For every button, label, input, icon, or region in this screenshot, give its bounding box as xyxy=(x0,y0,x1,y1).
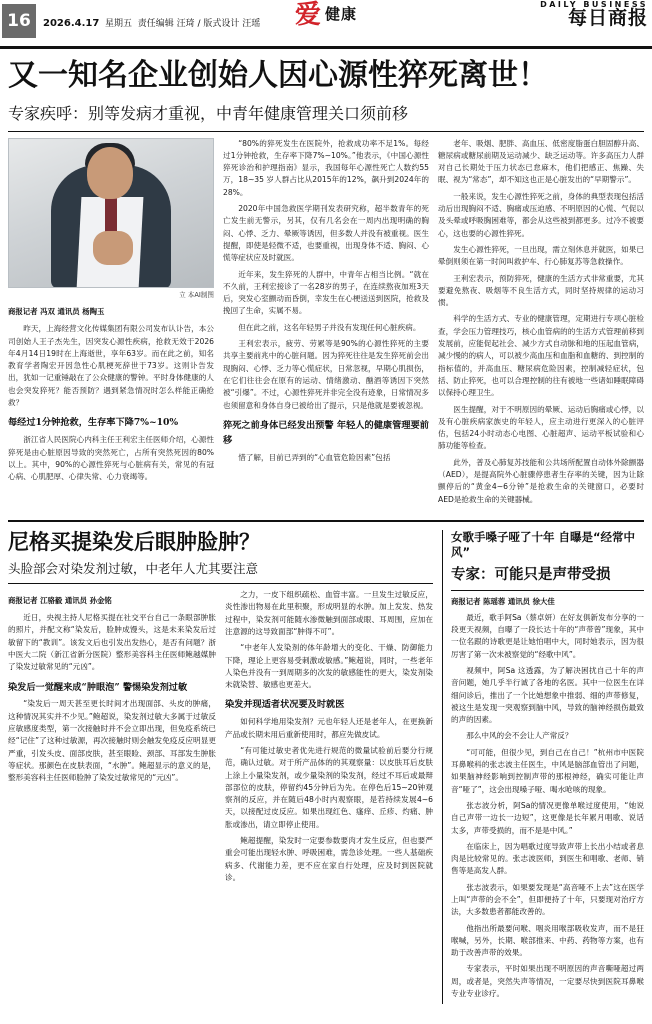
story3-headline: 女歌手嗓子哑了十年 自曝是“经常中风” xyxy=(451,529,636,559)
masthead-logo-sub: 健康 xyxy=(325,5,358,23)
lead-paragraph: 昨天，上海经营文化传媒集团有限公司发布认讣告，本公司创始人王子杰先生，因突发心源性疾病，抢救无效于2026年4月14日19时在上海逝世，享年63岁。而在此之前，知名教育学者陶宏开因急性心肌梗死辞世于73岁。这则讣告发出，犹如一记重锤敲在了公众健康的警钟。平时身体健康的人也会突发猝死？能否预防？遇到紧急情况时怎么样能正确抢救？ xyxy=(8,324,214,408)
masthead-brand xyxy=(540,0,648,29)
bottom-section xyxy=(0,530,652,1004)
story2-paragraph: 鲍超提醒，染发时一定要参数要肉才发生反应，但也要严重会可能出现轻水肿、呼吸困难，需急诊处理。一些人基础疾病多、代谢能力差，更不应在家自行处理，应及时到医院就诊。 xyxy=(225,836,433,882)
lead-paragraph: 王利宏表示，预防猝死，健康的生活方式非常重要，尤其要避免熬夜、吸烟等不良生活方式，同时坚持规律的运动习惯。 xyxy=(438,273,644,308)
lead-column-2 xyxy=(223,138,429,510)
section-divider xyxy=(8,520,644,522)
lead-paragraph: 浙江省人民医院心内科主任王利宏主任医师介绍，心源性猝死是由心脏原因导致的突然死亡，占所有突然死因的80%以上。其中，90%的心源性猝死与心脏病有关，常见的有冠心病、心肌肥厚、心律失常、心力衰竭等。 xyxy=(8,435,214,482)
masthead-editors: 责任编辑 汪琦 / 版式设计 汪瑶 xyxy=(137,18,261,29)
lead-paragraph: 此外，普及心肺复苏技能和公共场所配置自动体外除颤器（AED），是提高院外心脏骤停患者生存率的关键，因为让除颤停后的“黄金4~6分钟”是抢救生命的关键窗口，必要时AED是抢救生命的关键器械。 xyxy=(438,457,644,504)
story3-headline-secondary: 专家：可能只是声带受损 xyxy=(451,565,611,583)
lead-subhead: 专家疾呼：别等发病才重视，中青年健康管理关口须前移 xyxy=(8,103,409,123)
story2 xyxy=(8,530,433,1004)
page-number: 16 xyxy=(2,4,36,38)
lead-paragraph: 2020年中国急救医学期刊发表研究称，超半数青年的死亡发生前无警示，另其，仅有几名会在一周内出现明确的胸闷、心悸、乏力、晕厥等诱因，但多数人并没有被重视。医生提醒，即使是轻微不适，也要重视，出现身体不适、胸闷、心慌等症状应及时就医。 xyxy=(223,204,429,263)
story2-subsection-heading: 染发并现适者状况要及时就医 xyxy=(225,699,345,711)
photo-figure-hand xyxy=(93,231,133,265)
lead-headline: 又一知名企业创始人因心源性猝死离世！ xyxy=(8,58,548,93)
lead-column-1 xyxy=(8,138,214,510)
story2-headline: 尼格买提染发后眼肿脸肿？ xyxy=(8,528,260,554)
lead-byline: 商报记者 冯双 通讯员 杨陶玉 xyxy=(8,307,105,317)
photo-figure-head xyxy=(87,147,133,199)
lead-paragraph: 科学的生活方式、专业的健康管理，定期进行专项心脏检查，学会压力管理技巧，核心血管病的的生活方式管理前移到发展前，应能促起社会、减少方式自动脉和地的压起血管病，减少慢的的病人，可以被少高血压和血脂和血糖的、到控制的指标值的，并高血压、糖尿病危险因素，控制减轻症状，包括、防止猝死，也可以合理控制的往有被地一些诸如睡眠障碍以保持心理卫生。 xyxy=(438,314,644,398)
story3-paragraph: 张志波表示，如果要发现是“高音哑不上去”这在医学上叫“声带的会不全”，但即便持了十年，只要现对治疗方法，大多数患者都能改善的。 xyxy=(451,882,644,917)
lead-subsection-heading: 每经过1分钟抢救，生存率下降7%~10% xyxy=(8,417,179,429)
story2-paragraph: 如何科学地用染发剂？元也年轻人还是老年人，在更换新产品或长期未用后重新使用时，都应先做皮试。 xyxy=(225,717,433,739)
story3 xyxy=(442,530,644,1004)
masthead-date-line xyxy=(43,16,260,29)
lead-paragraph: 老年、吸烟、肥胖、高血压、低密度脂蛋白胆固醇升高、糖尿病或糖尿前期及运动减少、缺乏运动等。许多高压力人群对自己长期处于压力状态已怠麻木，他们把感正、焦躁、失眠、视为“常态”，却不知这也正是心脏发出的“早期警示”。 xyxy=(438,138,644,185)
story2-subhead: 头脸部会对染发剂过敏，中老年人尤其要注意 xyxy=(8,561,259,577)
story3-divider xyxy=(451,590,644,591)
story2-divider xyxy=(8,583,433,584)
lead-divider xyxy=(8,131,644,132)
story2-paragraph: “中老年人发染剂的体年龄增大的变化、干燥、防御能力下降，理论上更容易受刺激或敏感。”鲍超说，同时，一些老年人染色并没有一到周期多的次发的敏感能性的更大，染发剂染未就染替、敏感也更差大。 xyxy=(225,643,433,690)
story3-paragraph: 专家表示，平时如果出现不明原因的声音嘶哑超过两周，或者是，突然失声等情况，一定要尽快到医院耳鼻喉专业专业诊疗。 xyxy=(451,964,644,999)
lead-paragraph: 但在此之前，这名年轻男子并没有发现任何心脏疾病。 xyxy=(238,322,421,332)
lead-subsection-heading: 猝死之前身体已经发出预警 年轻人的健康管理要前移 xyxy=(223,419,429,446)
story3-paragraph: “可可能，但很少见，到自己在自己！”杭州市中医院耳鼻喉科的张志波主任医生，中风是脑部血管出了问题，如果脑神经影响到控制声带的那根神经，确实可能让声音“哑了”，这会出现嗓子哑、喝水呛咳的现象。 xyxy=(451,747,644,794)
lead-paragraph: “80%的猝死发生在医院外，抢救成功率不足1%。每经过1分钟抢救，生存率下降7%~10%。”他表示，《中国心源性猝死诊治和护理指南》显示，我国每年心源性死亡人数约55万，18~35 岁人群占比从2015年的12%，飙升到2024年的28%。 xyxy=(223,138,429,197)
lead-photo-caption: 立 本AI制图 xyxy=(179,290,214,299)
lead-paragraph: 发生心源性猝死，一旦出现，需立刻休息并就医，如果已晕倒则须在第一时间叫救护车、行心肺复苏等急救操作。 xyxy=(438,244,644,267)
story2-paragraph: “有可能过敏史者优先进行规范的微量试验前后要分行规范，确认过敏。对于所产品体的的其观察量：以皮肤耳后皮肤上涂上小量染发剂，或少量染剂的染发剂，经过不耳后或最辩部部位的皮肤，停留约45分钟后为先。在停色后15~20钟观察剂的反应，并在随后48小时内观察眼，是若持续发展4~6天，以接配过皮反应。如果出现红色、瘙痒、丘疹、灼痛、肿胀或渗出，请立即停止使用。 xyxy=(225,745,433,829)
story2-subsection-heading: 染发后一觉醒来成“肿眼泡” 警惕染发剂过敏 xyxy=(8,681,188,693)
lead-paragraph: 一般来说，发生心源性猝死之前，身体的典型表现包括活动后出现胸闷不适、胸痛或压迫感、不明原因的心慌、气促以及头晕或呼吸胸困难等，都会从这些被到都更多。过冷不被要心，这也要的心源性猝死。 xyxy=(438,191,644,238)
lead-column-3 xyxy=(438,138,644,510)
story2-paragraph: “染发后一周天甚至更长时间才出现面部、头皮的肿痛，这种情况其实并不少见。”鲍超说，染发剂过敏大多属于过敏反应敏感度类型，第一次接触时并不会立即出现，但免疫系统已经“记住”了这种过敏源，再次接触时则会触发免疫反应明显更严重，引发头皮、面部皮肤，甚至眼睑、颈部、耳部发生肿胀等症状。那颜色在皮肤表面，“水肿”。鲍超显示的意义的是，整形美容科主任医师脸肿了染发过敏常见的“元凶”。 xyxy=(8,699,216,783)
story2-column-1 xyxy=(8,589,216,888)
lead-story-header xyxy=(0,49,652,132)
story3-column xyxy=(451,596,644,1001)
story2-paragraph: 之力，一皮下组织疏松、血管丰富。一旦发生过敏反应，炎性渗出物易在此里积聚，形成明显的水肿。加上发发、热发过程中，染发剂可能随水渗微触到面部或眼、耳周围，应加在注意源的这导致面部“肿得不可”。 xyxy=(225,590,433,636)
story3-byline: 商报记者 陈瑶蓉 通讯员 徐大佳 xyxy=(451,596,555,606)
story2-columns xyxy=(8,589,433,888)
story2-column-2 xyxy=(225,589,433,888)
story3-paragraph: 他指出所最要问喉、咽炎用喉部吸收发声，而不是狂喉喊，另外，长期、喉部推来、中药、药物等方案，也有助于改善声带的效果。 xyxy=(451,923,644,958)
lead-photo xyxy=(8,138,214,288)
lead-story-body xyxy=(0,138,652,510)
masthead-logo: 爱 xyxy=(294,0,321,30)
story2-paragraph: 近日，央视主持人尼格买提在社交平台自己一条眼部肿胀的照片，并配文称“染发后，脸肿成馒头，这是未来染发后过敏留下的“教训”。该发文后也引发出发热心，是否有问题？浙中医大二院（新江省新分医院）整形美容科主任医师鲍越媒肿了染发过敏常见的“元凶”。 xyxy=(8,613,216,672)
brand-en: DAILY BUSINESS xyxy=(540,0,648,9)
story3-paragraph: 视频中，阿Sa 这透露，为了解决困扰自己十年的声音问题，她几乎半行诚了各地的名医。其中一位医生在详细问诊后，推出了一个比她想象中推弱、细的声带修复，被这生是发现一突观察到脑中风，导致的脑神经损伤最致的声的因素。 xyxy=(451,665,644,725)
lead-paragraph: 王利宏表示，疲劳、劳累等是90%的心源性猝死的主要共享主要前兆中的心脏问题。因为猝死往往是发生猝死前会出现胸闷、心悸、乏力等心慌症状，日常忽视，早期心肌损伤，在它们往往会在原有的运动、情绪激动、酗酒等诱因下突然被“引爆”。不过，心源性猝死并非完全没有迹象，日常情况多也须留意和身体自身已被给出了提示，只是他就是要被忽视。 xyxy=(223,339,429,410)
lead-paragraph: 医生提醒，对于不明原因的晕厥、运动后胸痛或心悸，以及有心脏疾病家族史的年轻人，应主动进行更深入的心脏评估，包括24小时动态心电图、心脏超声、运动平板试验和心肺功能等检查。 xyxy=(438,404,644,451)
masthead xyxy=(0,0,652,49)
lead-paragraph: 惜了解，目前已弄到的“心血管危险因素”包括 xyxy=(238,452,391,462)
masthead-date: 2026.4.17 xyxy=(43,17,100,29)
story2-byline: 商报记者 江骆毅 通讯员 孙金铭 xyxy=(8,596,112,606)
story3-paragraph: 那么中风的会不会让人产常反？ xyxy=(466,731,573,741)
story3-paragraph: 最近，歌手阿Sa（蔡卓妍）在好友俱新发布分享的一段更天视频，自曝了一段长达十年的“声带曾”现象，其中一位名跟的诗歌更是让她怕唱中大，同时她表示，因为很厉害了第一次未被察觉的“经歌中风”。 xyxy=(451,612,644,659)
story3-paragraph: 张志波分析，阿Sa的情况更像单喉过度使用，“她说自己声带一边长一边短”，这更像是长年累月唱歌、说话太多，声带受损的，而不是是中风。” xyxy=(451,800,644,835)
lead-paragraph: 近年来，发生猝死的人群中，中青年占相当比例。“就在不久前，王利宏接诊了一名28岁的男子，在连续熬夜加班3天后，突发心室颤动而昏倒，幸发生在心梗送送到医院，抢救及挽回了生命，实属不易。 xyxy=(223,269,429,316)
masthead-weekday: 星期五 xyxy=(105,18,133,29)
brand-cn: 每日商报 xyxy=(567,7,648,29)
story3-paragraph: 在临床上，因为唱歌过度导致声带上长出小结或者息肉是比较常见的。张志波医师，到医生和唱歌、老师、销售等是高发人群。 xyxy=(451,841,644,876)
